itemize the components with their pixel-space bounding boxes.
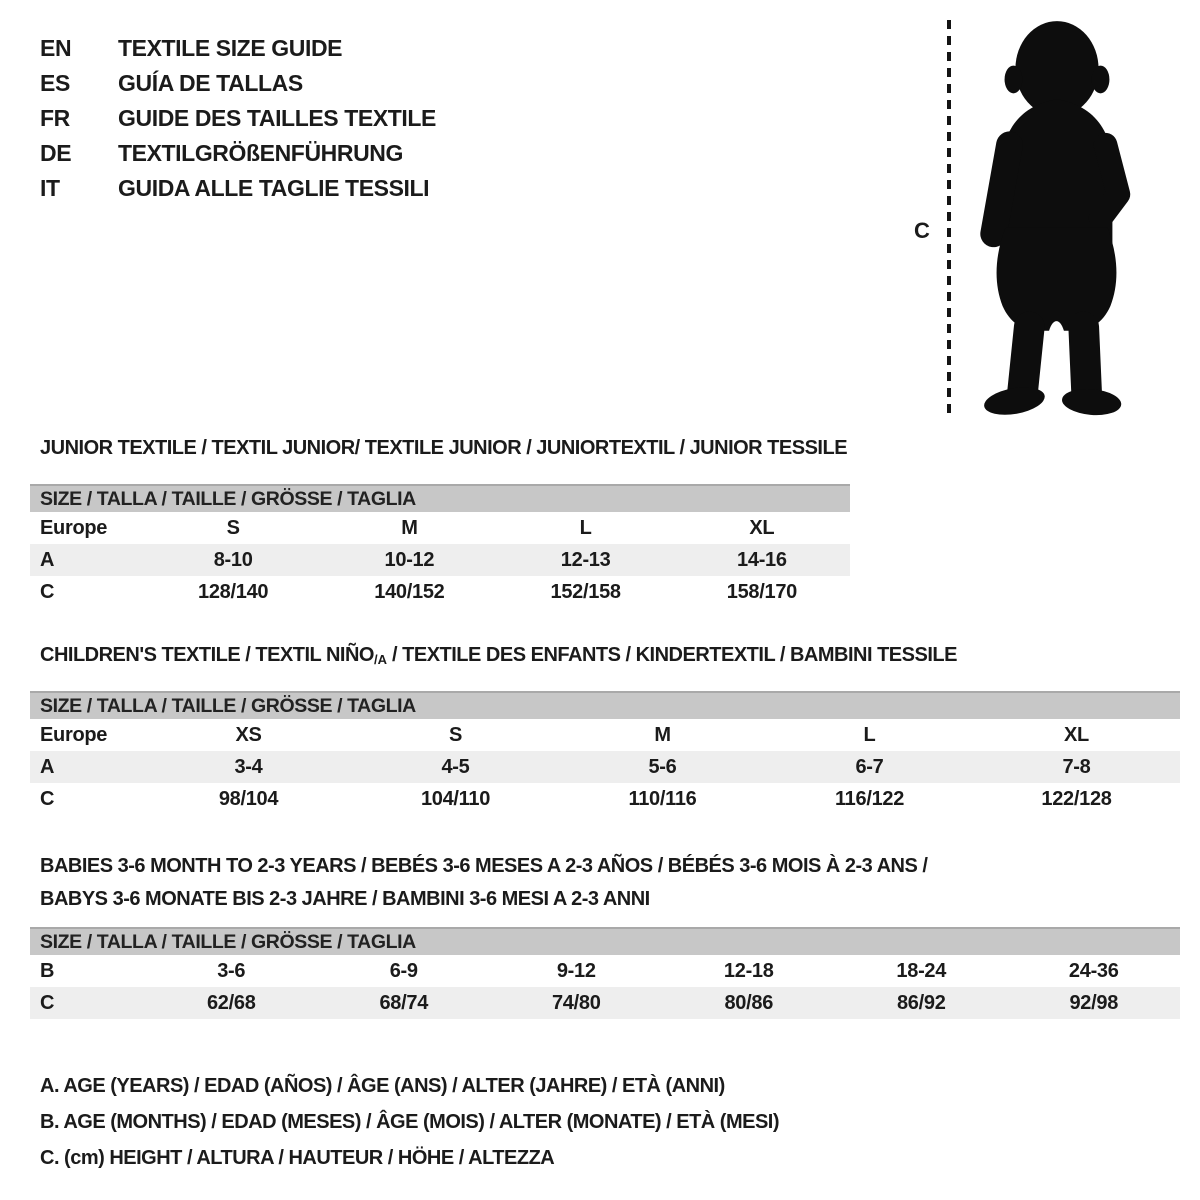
table-cell: 80/86	[724, 991, 774, 1014]
language-code: EN	[40, 35, 72, 61]
language-code: FR	[40, 105, 70, 131]
guide-title: TEXTILE SIZE GUIDE	[118, 35, 343, 61]
row-label: B	[40, 959, 55, 982]
language-row	[40, 66, 436, 101]
language-row	[40, 171, 436, 206]
junior-size-table	[30, 484, 850, 608]
guide-title: GUIDE DES TAILLES TEXTILE	[118, 105, 436, 131]
language-code: IT	[40, 175, 60, 201]
language-code: ES	[40, 70, 70, 96]
table-row	[30, 987, 1180, 1019]
table-cell: 86/92	[896, 991, 946, 1014]
table-cell: 24-36	[1068, 959, 1119, 982]
height-measure-figure	[900, 8, 1160, 428]
table-cell: XL	[749, 516, 775, 539]
babies-size-table	[30, 927, 1180, 1019]
babies-section-title	[40, 850, 927, 916]
table-cell: M	[654, 723, 671, 746]
guide-title: GUIDA ALLE TAGLIE TESSILI	[118, 175, 430, 201]
table-row	[30, 751, 1180, 783]
table-row	[30, 719, 1180, 751]
table-cell: 8-10	[213, 548, 253, 571]
table-cell: S	[448, 723, 463, 746]
guide-title: TEXTILGRÖßENFÜHRUNG	[118, 140, 403, 166]
table-cell: 14-16	[737, 548, 787, 571]
silhouette-ear-left	[1005, 66, 1023, 94]
language-title-list	[40, 31, 436, 206]
height-measure-label: C	[914, 218, 930, 243]
table-cell: 128/140	[198, 580, 269, 603]
legend	[40, 1068, 779, 1176]
size-header-band: SIZE / TALLA / TAILLE / GRÖSSE / TAGLIA	[30, 927, 1180, 955]
language-row	[40, 101, 436, 136]
toddler-silhouette-icon	[962, 14, 1150, 420]
table-cell: 3-4	[234, 755, 263, 778]
table-cell: 12-13	[560, 548, 611, 571]
table-row	[30, 783, 1180, 815]
table-cell: 152/158	[550, 580, 621, 603]
table-cell: 62/68	[206, 991, 256, 1014]
babies-title-line1: BABIES 3-6 MONTH TO 2-3 YEARS / BEBÉS 3-6 MESES A 2-3 AÑOS / BÉBÉS 3-6 MOIS À 2-3 ANS /	[40, 855, 928, 877]
table-cell: 12-18	[723, 959, 774, 982]
legend-item-age-months: B. AGE (MONTHS) / EDAD (MESES) / ÂGE (MOIS) / ALTER (MONATE) / ETÀ (MESI)	[40, 1110, 780, 1133]
height-measure-dashed-line	[947, 20, 951, 420]
table-cell: XL	[1064, 723, 1089, 746]
silhouette-leg-left	[1022, 327, 1029, 394]
table-row	[30, 512, 850, 544]
size-header-band: SIZE / TALLA / TAILLE / GRÖSSE / TAGLIA	[30, 691, 1180, 719]
table-cell: 10-12	[384, 548, 435, 571]
silhouette-ear-right	[1092, 66, 1110, 94]
table-cell: M	[401, 516, 418, 539]
table-cell: 9-12	[556, 959, 596, 982]
table-cell: S	[226, 516, 240, 539]
legend-item-height-cm: C. (cm) HEIGHT / ALTURA / HAUTEUR / HÖHE / ALTEZZA	[40, 1146, 555, 1169]
table-cell: 5-6	[648, 755, 677, 778]
table-cell: 18-24	[896, 959, 947, 982]
table-cell: 4-5	[441, 755, 470, 778]
size-header-band: SIZE / TALLA / TAILLE / GRÖSSE / TAGLIA	[30, 484, 850, 512]
row-label: Europe	[40, 516, 108, 539]
silhouette-arm-left	[994, 145, 1010, 234]
children-size-table	[30, 691, 1180, 815]
table-cell: 116/122	[834, 787, 905, 810]
table-cell: 104/110	[420, 787, 491, 810]
row-label: A	[40, 755, 55, 778]
table-cell: 122/128	[1041, 787, 1112, 810]
children-section-title	[40, 644, 957, 667]
table-cell: L	[579, 516, 592, 539]
table-cell: 140/152	[374, 580, 445, 603]
children-title-part2: / TEXTILE DES ENFANTS / KINDERTEXTIL / BAMBINI TESSILE	[386, 644, 957, 666]
table-row	[30, 544, 850, 576]
table-cell: 158/170	[726, 580, 797, 603]
row-label: C	[40, 991, 55, 1014]
language-row	[40, 136, 436, 171]
table-cell: 98/104	[218, 787, 279, 810]
table-row	[30, 955, 1180, 987]
children-table-rows	[30, 719, 1180, 815]
silhouette-foot-right	[1061, 387, 1122, 418]
language-code: DE	[40, 140, 72, 166]
junior-table-rows	[30, 512, 850, 608]
row-label: Europe	[40, 723, 108, 746]
table-cell: 3-6	[217, 959, 246, 982]
table-cell: 7-8	[1062, 755, 1091, 778]
silhouette-shorts	[997, 228, 1117, 331]
guide-title: GUÍA DE TALLAS	[118, 70, 303, 96]
toddler-silhouette-shapes	[982, 21, 1122, 419]
silhouette-leg-right	[1084, 327, 1087, 394]
babies-title-line2: BABYS 3-6 MONATE BIS 2-3 JAHRE / BAMBINI 3-6 MESI A 2-3 ANNI	[40, 888, 650, 910]
babies-table-rows	[30, 955, 1180, 1019]
junior-section-title: JUNIOR TEXTILE / TEXTIL JUNIOR/ TEXTILE JUNIOR / JUNIORTEXTIL / JUNIOR TESSILE	[40, 437, 848, 459]
table-cell: 68/74	[379, 991, 429, 1014]
row-label: C	[40, 580, 55, 603]
table-cell: L	[863, 723, 876, 746]
table-cell: 6-9	[389, 959, 418, 982]
legend-item-age-years: A. AGE (YEARS) / EDAD (AÑOS) / ÂGE (ANS) / ALTER (JAHRE) / ETÀ (ANNI)	[40, 1074, 725, 1097]
row-label: A	[40, 548, 55, 571]
table-row	[30, 576, 850, 608]
table-cell: 6-7	[855, 755, 884, 778]
language-row	[40, 31, 436, 66]
table-cell: 110/116	[628, 787, 697, 810]
silhouette-arm-right	[1101, 145, 1119, 218]
table-cell: 74/80	[551, 991, 601, 1014]
children-title-part1: CHILDREN'S TEXTILE / TEXTIL NIÑO	[40, 644, 374, 666]
children-title-subscript: /A	[373, 652, 387, 667]
table-cell: 92/98	[1069, 991, 1119, 1014]
table-cell: XS	[235, 723, 262, 746]
row-label: C	[40, 787, 55, 810]
